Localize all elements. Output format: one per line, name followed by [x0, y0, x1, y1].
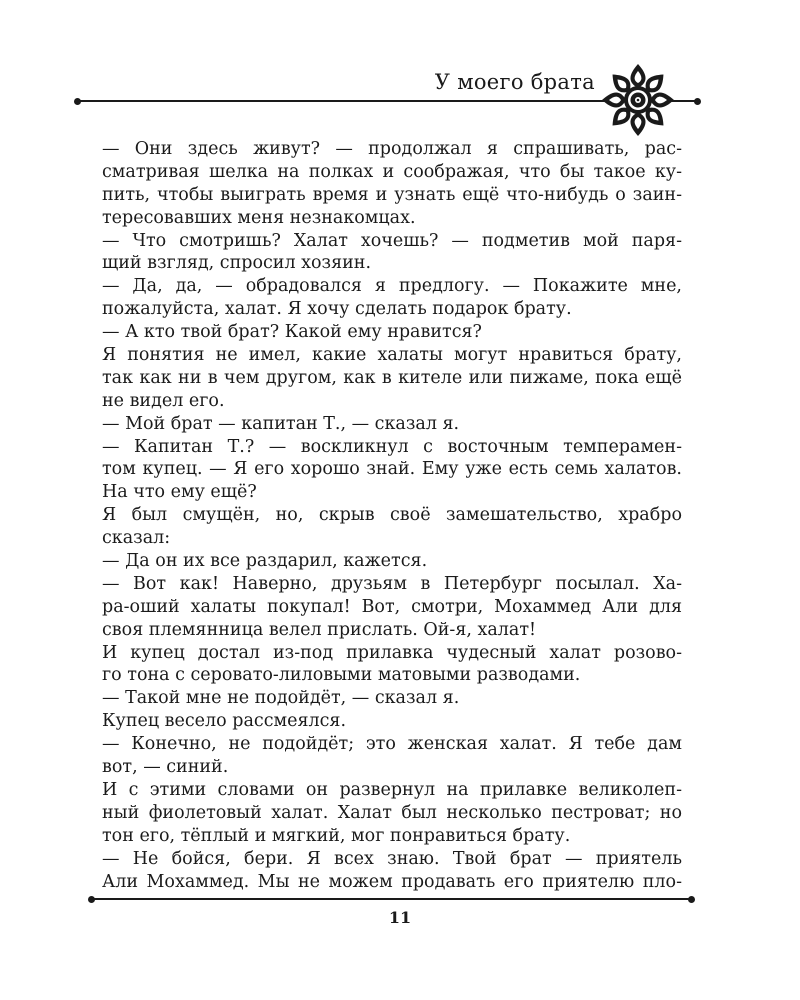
text-line: Купец весело рассмеялся.	[102, 711, 347, 732]
header-rule-end-dot	[74, 98, 81, 105]
text-line: — А кто твой брат? Какой ему нравится?	[102, 322, 482, 343]
text-line: — Да, да, — обрадовался я предлогу. — Покажите мне,	[102, 276, 682, 297]
text-line: том купец. — Я его хорошо знай. Ему уже есть семь халатов.	[102, 459, 682, 480]
text-line: щий взгляд, спросил хозяин.	[102, 253, 372, 274]
text-line: не видел его.	[102, 390, 225, 411]
octagonal-flower-ornament-icon	[600, 62, 676, 138]
text-line: сказал:	[102, 528, 171, 549]
text-line: — Мой брат — капитан Т., — сказал я.	[102, 413, 460, 434]
text-line: — Что смотришь? Халат хочешь? — подметив мой паря-	[102, 230, 682, 251]
footer-rule	[92, 898, 692, 900]
body-text	[102, 138, 682, 893]
running-head	[0, 0, 800, 140]
text-line: так как ни в чем другом, как в кителе или пижаме, пока ещё	[102, 367, 682, 388]
text-line: — Да он их все раздарил, кажется.	[102, 551, 428, 572]
text-line: — Капитан Т.? — воскликнул с восточным темперамен-	[102, 436, 682, 457]
text-line: пить, чтобы выиграть время и узнать ещё что-нибудь о заин-	[102, 184, 682, 205]
text-line: И купец достал из-под прилавка чудесный халат розово-	[102, 642, 682, 663]
footer-rule-end-dot	[88, 896, 95, 903]
text-line: пожалуйста, халат. Я хочу сделать подарок брату.	[102, 299, 572, 320]
text-line: И с этими словами он развернул на прилавке великолеп-	[102, 779, 682, 800]
text-line: тересовавших меня незнакомцах.	[102, 207, 416, 228]
text-line: — Не бойся, бери. Я всех знаю. Твой брат — приятель	[102, 848, 682, 869]
text-line: — Они здесь живут? — продолжал я спрашивать, рас-	[102, 139, 682, 159]
text-line: ный фиолетовый халат. Халат был несколько пестроват; но	[102, 802, 682, 823]
text-line: вот, — синий.	[102, 757, 229, 778]
text-line: сматривая шелка на полках и соображая, что бы такое ку-	[102, 161, 682, 182]
running-title: У моего брата	[434, 70, 595, 94]
text-line: — Конечно, не подойдёт; это женская халат. Я тебе дам	[102, 734, 682, 755]
text-line: го тона с серовато-лиловыми матовыми разводами.	[102, 665, 581, 686]
page-number: 11	[388, 908, 412, 927]
text-line: Я понятия не имел, какие халаты могут нравиться брату,	[102, 345, 682, 366]
text-line: Я был смущён, но, скрыв своё замешательство, храбро	[102, 505, 682, 526]
text-line: своя племянница велел прислать. Ой-я, халат!	[102, 619, 537, 640]
footer-rule-end-dot	[688, 896, 695, 903]
text-line: ра-оший халаты покупал! Вот, смотри, Мохаммед Али для	[102, 596, 682, 617]
header-rule-end-dot	[694, 98, 701, 105]
text-line: Али Мохаммед. Мы не можем продавать его приятелю пло-	[102, 871, 682, 892]
text-line: — Такой мне не подойдёт, — сказал я.	[102, 688, 460, 709]
text-line: На что ему ещё?	[102, 482, 257, 503]
text-line: — Вот как! Наверно, друзьям в Петербург посылал. Ха-	[102, 573, 682, 594]
text-line: тон его, тёплый и мягкий, мог понравиться брату.	[102, 825, 571, 846]
